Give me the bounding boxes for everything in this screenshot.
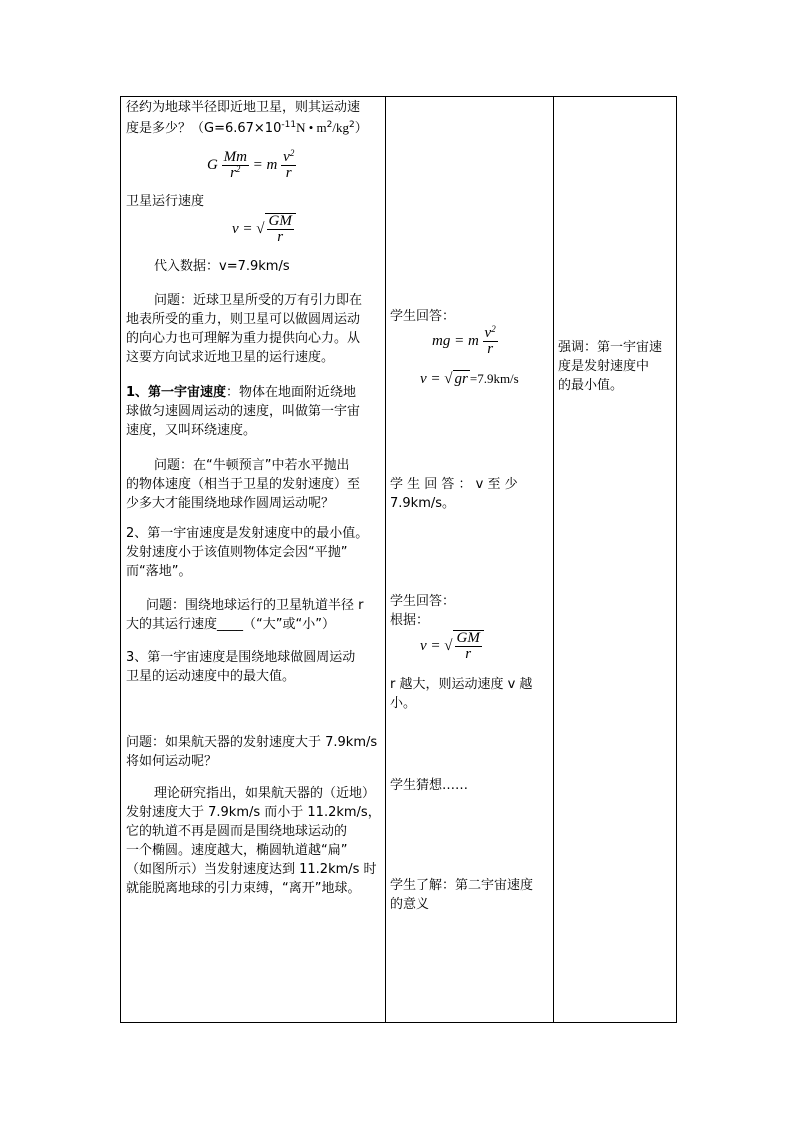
gravity-G: G xyxy=(207,156,218,173)
weight-frac xyxy=(483,326,498,357)
gravity-frac-2-num: $v^2$ xyxy=(283,148,295,165)
gravity-frac-1 xyxy=(222,150,249,181)
gravity-frac-1-num: Mm xyxy=(223,149,247,165)
point2-line-1: 2、第一宇宙速度是发射速度中的最小值。 xyxy=(126,526,369,541)
definition1-line-3: 速度，又叫环绕速度。 xyxy=(126,423,257,438)
intro-line-1: 径约为地球半径即近地卫星，则其运动速 xyxy=(126,100,361,115)
gravity-den-r: r xyxy=(230,165,236,181)
student-understand-line-2: 的意义 xyxy=(390,897,430,912)
question4-line-2: 将如何运动呢？ xyxy=(126,754,218,769)
student-answer-3-label: 学生回答： xyxy=(390,594,456,609)
student-answer-2-line-1: 学 生 回 答 ： v 至 少 xyxy=(390,477,518,492)
speed-frac-num: GM xyxy=(268,213,292,229)
question2-line-2: 的物体速度（相当于卫星的发射速度）至 xyxy=(126,477,361,492)
sqrt-icon: √ xyxy=(256,220,265,237)
theory-line-4: 一个椭圆。速度越大，椭圆轨道越“扁” xyxy=(126,843,348,858)
gr-lhs: v = xyxy=(420,371,441,387)
column-divider-2 xyxy=(553,97,554,1022)
intro-line-2 xyxy=(126,118,368,139)
gravity-frac-2 xyxy=(281,150,296,181)
theory-line-1: 理论研究指出，如果航天器的（近地） xyxy=(154,786,376,801)
speed-frac-den: r xyxy=(277,229,284,245)
theory-line-2: 发射速度大于 7.9km/s 而小于 11.2km/s， xyxy=(126,805,381,820)
question1-line-2: 地表所受的重力，则卫星可以做圆周运动 xyxy=(126,312,361,327)
speed-lhs: v = xyxy=(232,220,253,237)
gravity-equation xyxy=(207,150,296,181)
definition1-line-2: 球做匀速圆周运动的速度，叫做第一宇宙 xyxy=(126,404,361,419)
student-understand-line-1: 学生了解：第二宇宙速度 xyxy=(390,878,534,893)
point3-line-2: 卫星的运动速度中的最大值。 xyxy=(126,669,296,684)
emphasis-line-1: 强调：第一宇宙速 xyxy=(558,340,663,355)
sqrt-icon-3: √ xyxy=(444,637,453,654)
point3-line-1: 3、第一宇宙速度是围绕地球做圆周运动 xyxy=(126,650,356,665)
weight-lhs: mg = m xyxy=(432,332,479,349)
gravity-weight-equation xyxy=(432,326,498,357)
theory-line-3: 它的轨道不再是圆而是围绕地球运动的 xyxy=(126,824,348,839)
speed-equation xyxy=(232,213,296,245)
question2-line-3: 少多大才能围绕地球作圆周运动呢？ xyxy=(126,496,335,511)
weight-num-v: v xyxy=(484,325,492,341)
conclusion-line-2: 小。 xyxy=(390,696,417,711)
emphasis-line-3: 的最小值。 xyxy=(558,378,624,393)
intro-line-2-prefix: 度是多少？（G=6.67×10 xyxy=(126,121,282,136)
question3-line-1: 问题：围绕地球运行的卫星轨道半径 r xyxy=(146,598,364,613)
speed-frac xyxy=(267,214,294,245)
satellite-speed-label: 卫星运行速度 xyxy=(126,194,205,209)
intro-unit-square: 2 xyxy=(326,120,333,130)
intro-unit-end: /kg xyxy=(332,120,349,135)
basis-label: 根据： xyxy=(390,613,430,628)
orbit-frac-den: r xyxy=(465,646,472,662)
gr-rhs: =7.9km/s xyxy=(469,371,519,386)
question2-line-1: 问题：在“牛顿预言”中若水平抛出 xyxy=(154,458,350,473)
speed-radicand xyxy=(265,213,296,245)
student-answer-2-line-2: 7.9km/s。 xyxy=(390,496,456,511)
gr-radicand: gr xyxy=(454,371,468,387)
point2-line-3: 而“落地”。 xyxy=(126,564,192,579)
orbit-speed-equation xyxy=(420,630,484,662)
question3-line-2: 大的其运行速度____（“大”或“小”） xyxy=(126,617,335,632)
question1-line-1: 问题：近球卫星所受的万有引力即在 xyxy=(154,293,363,308)
orbit-lhs: v = xyxy=(420,637,441,654)
student-answer-1-label: 学生回答： xyxy=(390,309,456,324)
sqrt-icon-2: √ xyxy=(444,371,453,387)
definition1-rest: ：物体在地面附近绕地 xyxy=(226,385,357,400)
intro-unit: N • m xyxy=(296,120,327,135)
definition1-line-1 xyxy=(126,383,356,403)
column-divider-1 xyxy=(385,97,386,1022)
gr-speed-equation xyxy=(420,370,519,388)
orbit-radicand xyxy=(453,630,484,662)
question4-line-1: 问题：如果航天器的发射速度大于 7.9km/s xyxy=(126,735,378,750)
theory-line-5: （如图所示）当发射速度达到 11.2km/s 时 xyxy=(126,862,377,877)
gravity-frac-2-den: r xyxy=(285,165,292,181)
orbit-frac xyxy=(455,631,482,662)
question1-line-3: 的向心力也可理解为重力提供向心力。从 xyxy=(126,331,361,346)
emphasis-line-2: 度是发射速度中 xyxy=(558,359,650,374)
conclusion-line-1: r 越大，则运动速度 v 越 xyxy=(390,677,533,692)
question1-line-4: 这要方向试求近地卫星的运行速度。 xyxy=(126,350,335,365)
intro-exponent: -11 xyxy=(281,120,297,130)
student-guess: 学生猜想…… xyxy=(390,778,469,793)
weight-frac-den: r xyxy=(487,341,494,357)
gravity-frac-1-den: $r^2$ xyxy=(230,164,241,181)
theory-line-6: 就能脱离地球的引力束缚，“离开”地球。 xyxy=(126,881,361,896)
weight-frac-num: $v^2$ xyxy=(484,324,496,341)
substitute-data: 代入数据：v=7.9km/s xyxy=(154,259,290,274)
definition1-title: 1、第一宇宙速度 xyxy=(126,385,227,400)
orbit-frac-num: GM xyxy=(456,630,480,646)
intro-unit-square-2: 2 xyxy=(348,120,355,130)
intro-close: ） xyxy=(354,121,368,136)
gravity-num-v: v xyxy=(283,149,290,165)
point2-line-2: 发射速度小于该值则物体定会因“平抛” xyxy=(126,545,348,560)
gravity-eq: = m xyxy=(252,156,278,173)
